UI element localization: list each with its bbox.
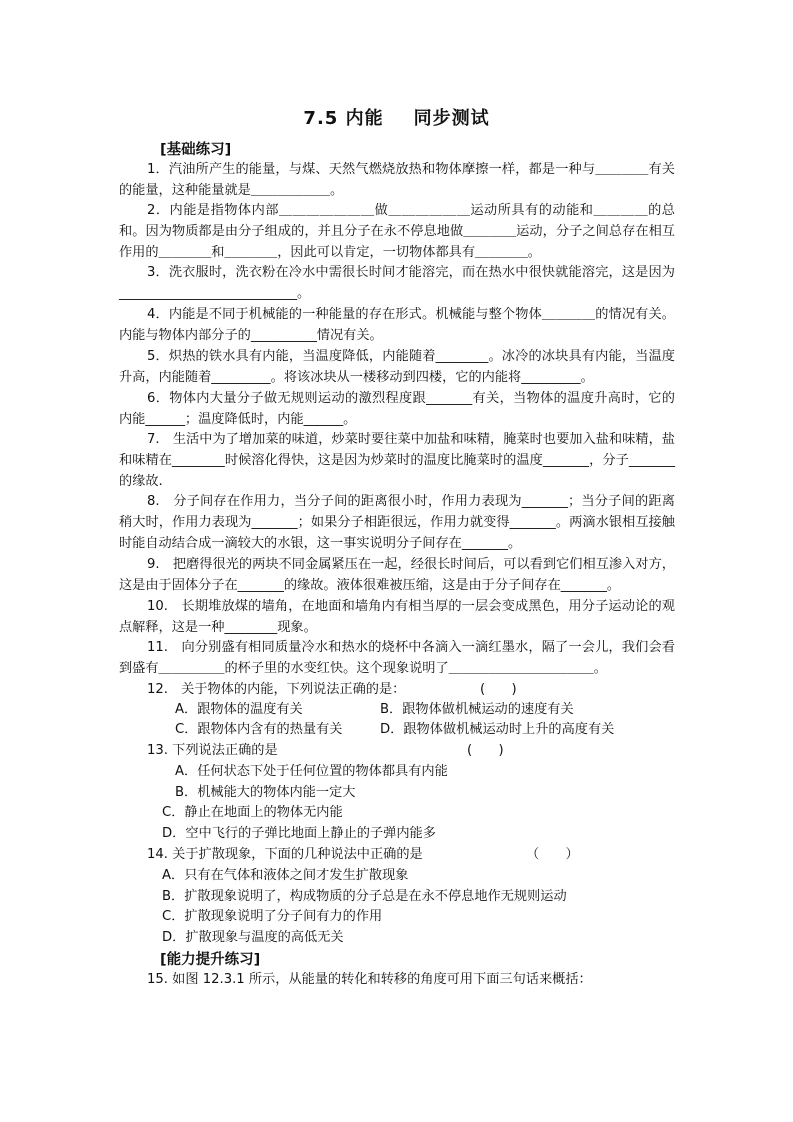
question-12-option-d: D．跟物体做机械运动时上升的高度有关 [380, 722, 615, 737]
question-11 [119, 638, 675, 680]
question-9-text: 9. 把磨得很光的两块不同金属紧压在一起，经很长时间后，可以看到它们相互渗入对方，这是由于固体分子在_______的缘故。液体很难被压缩，这是由于分子间存在_______。 [119, 557, 675, 593]
question-6 [119, 389, 675, 431]
question-10 [119, 597, 675, 639]
question-4-text: 4．内能是不同于机械能的一种能量的存在形式。机械能与整个物体＿＿＿＿的情况有关。内能与物体内部分子的__________情况有关。 [119, 307, 675, 343]
question-7 [119, 430, 675, 492]
question-5-text: 5．炽热的铁水具有内能，当温度降低，内能随着________。冰冷的冰块具有内能，当温度升高，内能随着_________。将该冰块从一楼移动到四楼，它的内能将_________。 [119, 349, 675, 385]
question-10-text: 10. 长期堆放煤的墙角，在地面和墙角内有相当厚的一层会变成黑色，用分子运动论的观点解释，这是一种________现象。 [119, 599, 675, 635]
question-14-answer-paren: （ ） [526, 847, 579, 862]
question-11-text: 11. 向分别盛有相同质量冷水和热水的烧杯中各滴入一滴红墨水，隔了一会儿，我们会看到盛有＿＿＿＿＿的杯子里的水变红快。这个现象说明了＿＿＿＿＿＿＿＿＿＿＿。 [119, 640, 675, 676]
question-8 [119, 492, 675, 554]
question-12-option-a: A．跟物体的温度有关 [175, 702, 303, 717]
question-6-text: 6．物体内大量分子做无规则运动的激烈程度跟_______有关，当物体的温度升高时，它的内能______；温度降低时，内能______。 [119, 391, 675, 427]
question-12-answer-paren: ( ) [480, 682, 517, 697]
question-12-option-c: C．跟物体内含有的热量有关 [175, 722, 343, 737]
question-13-option-d: D．空中飞行的子弹比地面上静止的子弹内能多 [162, 826, 436, 841]
question-3 [119, 263, 675, 305]
question-1 [119, 160, 675, 202]
question-7-text: 7. 生活中为了增加菜的味道，炒菜时要往菜中加盐和味精，腌菜时也要加入盐和味精，盐和味精在________时候溶化得快，这是因为炒菜时的温度比腌菜时的温度_______，分子_______的缘故. [119, 432, 675, 489]
question-13-answer-paren: ( ) [467, 743, 504, 758]
question-13-option-b: B．机械能大的物体内能一定大 [175, 785, 356, 800]
question-8-text: 8. 分子间存在作用力，当分子间的距离很小时，作用力表现为_______；当分子间的距离稍大时，作用力表现为_______；如果分子相距很远，作用力就变得_______。两滴水银相互接触时能自动结合成一滴较大的水银，这一事实说明分子间存在_______。 [119, 494, 675, 551]
question-4 [119, 305, 675, 347]
section-basic-heading: [基础练习] [160, 142, 232, 158]
question-14-option-c: C．扩散现象说明了分子间有力的作用 [162, 909, 383, 924]
question-12-option-b: B．跟物体做机械运动的速度有关 [380, 702, 574, 717]
question-14-option-b: B．扩散现象说明了，构成物质的分子总是在永不停息地作无规则运动 [162, 889, 567, 904]
question-14-stem: 14. 关于扩散现象，下面的几种说法中正确的是 [147, 847, 423, 862]
page-title [0, 104, 793, 130]
question-13-option-c: C．静止在地面上的物体无内能 [162, 805, 343, 820]
question-5 [119, 347, 675, 389]
title-sub: 同步测试 [413, 108, 490, 129]
question-13-option-a: A．任何状态下处于任何位置的物体都具有内能 [175, 764, 448, 779]
question-14-option-d: D．扩散现象与温度的高低无关 [162, 930, 344, 945]
question-3-text: 3．洗衣服时，洗衣粉在冷水中需很长时间才能溶完，而在热水中很快就能溶完，这是因为___________________________。 [119, 265, 675, 301]
question-1-text: 1．汽油所产生的能量，与煤、天然气燃烧放热和物体摩擦一样，都是一种与＿＿＿＿有关的能量，这种能量就是＿＿＿＿＿＿。 [119, 162, 675, 198]
question-15: 15. 如图 12.3.1 所示，从能量的转化和转移的角度可用下面三句话来概括： [147, 972, 592, 987]
question-2-text: 2．内能是指物体内部＿＿＿＿＿＿＿做＿＿＿＿＿＿运动所具有的动能和＿＿＿＿的总和。因为物质都是由分子组成的，并且分子在永不停息地做＿＿＿＿运动，分子之间总存在相互作用的＿＿＿＿和＿＿＿＿，因此可以肯定，一切物体都具有＿＿＿＿。 [119, 203, 675, 260]
question-13-stem: 13. 下列说法正确的是 [147, 743, 278, 758]
title-main: 7.5 内能 [303, 108, 384, 129]
question-14-option-a: A．只有在气体和液体之间才发生扩散现象 [162, 868, 409, 883]
question-9 [119, 555, 675, 597]
question-2 [119, 201, 675, 263]
section-advanced-heading: [能力提升练习] [160, 952, 261, 968]
question-12-stem: 12. 关于物体的内能，下列说法正确的是： [147, 682, 406, 697]
